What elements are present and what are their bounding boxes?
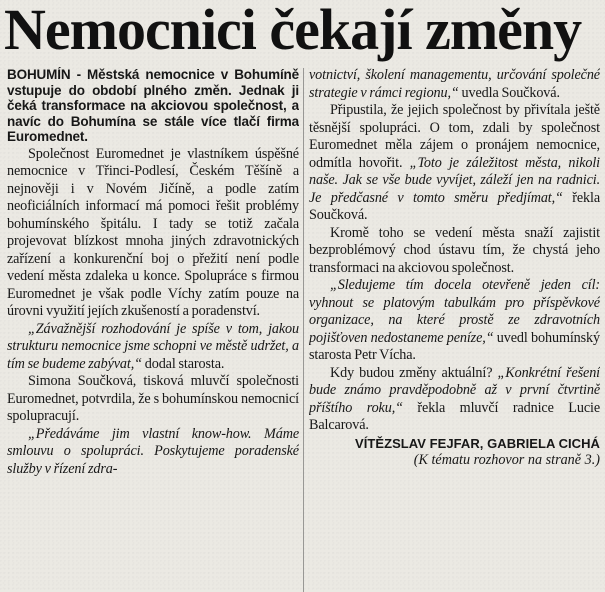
right-paragraph-2-start: Připustila, že jejich společnost by přivítala ještě těsnější spolupráci. O tom, zdali by společnost Euromednet měla zájem o pronájem nemocnice, odmítla hovořit. [309,102,600,171]
left-body-text [7,146,299,479]
right-paragraph-1-rest: uvedla Součková. [458,84,560,101]
right-quote-1: votnictví, školení managementu, určování společné strategie v rámci regionu,“ [309,67,600,101]
right-quote-3: „Sledujeme tím docela otevřeně jeden cíl: vyhnout se platovým tabulkám pro příspěvkové organizace, na které prostě ze zdravotních pojišťoven nedostaneme peníze,“ [309,277,600,346]
interview-reference: (K tématu rozhovor na straně 3.) [413,451,600,468]
right-paragraph-2-rest: řekla Součková. [309,189,600,223]
right-paragraph-5-rest: řekla mluvčí radnice Lucie Balcarová. [309,399,600,433]
article-headline: Nemocnici čekají změny [4,0,582,62]
right-paragraph-5-start: Kdy budou změny aktuální? [330,364,498,381]
right-column [309,67,600,592]
right-paragraph-5 [309,365,600,435]
right-quote-4: „Konkrétní řešení bude známo pravděpodobně až v první čtvrtině příštího roku,“ [309,364,600,416]
left-paragraph-4 [7,426,299,479]
right-paragraph-4-rest: uvedl bohumínský starosta Petr Vícha. [309,329,600,363]
right-paragraph-1 [309,67,600,102]
left-paragraph-2-rest: dodal starosta. [141,355,225,372]
article-lead: BOHUMÍN - Městská nemocnice v Bohumíně vstupuje do období plného změn. Jednak ji čeká transformace na akciovou společnost, a navíc do Bohumína se stále více tlačí firma Euromednet. [7,67,299,145]
left-column [7,67,299,592]
column-divider [303,68,304,592]
right-paragraph-3: Kromě toho se vedení města snaží zajistit bezproblémový chod ústavu tím, že chystá jeho transformaci na akciovou společnost. [309,224,600,276]
left-quote-1: „Závažnější rozhodování je spíše v tom, jakou strukturu nemocnice jsme schopni ve městě udržet, a tím se budeme zabývat,“ [7,320,299,372]
right-body-text [309,67,600,435]
left-paragraph-2 [7,321,299,374]
right-quote-2: „Toto je záležitost města, nikoli naše. Jak se vše bude vyvíjet, záleží jen na radnici. Je předčasné v tomto směru předjímat,“ [309,154,600,206]
article-byline: VÍTĚZSLAV FEJFAR, GABRIELA CICHÁ [354,435,600,451]
left-quote-2: „Předáváme jim vlastní know-how. Máme smlouvu o spolupráci. Poskytujeme poradenské služby v řízení zdra- [7,425,299,477]
right-paragraph-2 [309,102,600,225]
right-paragraph-4 [309,277,600,365]
left-paragraph-1: Společnost Euromednet je vlastníkem úspěšné nemocnice v Třinci-Podlesí, Českém Těšíně a nejnověji i v Novém Jičíně, a podle zatím neoficiálních informací má pomoci řešit problémy bohumínského špitálu. I tady se totiž začala projevovat blízkost mnoha jiných zdravotnických zařízení a konkurenční boj o přežití není podle vedení města zdaleka u konce. Spolupráce s firmou Euromednet je však podle Víchy zatím pouze na úrovni využití jejích zkušeností a poradenství. [7,145,299,320]
left-paragraph-3: Simona Součková, tisková mluvčí společnosti Euromednet, potvrdila, že s bohumínskou nemocnicí spolupracují. [7,373,299,425]
